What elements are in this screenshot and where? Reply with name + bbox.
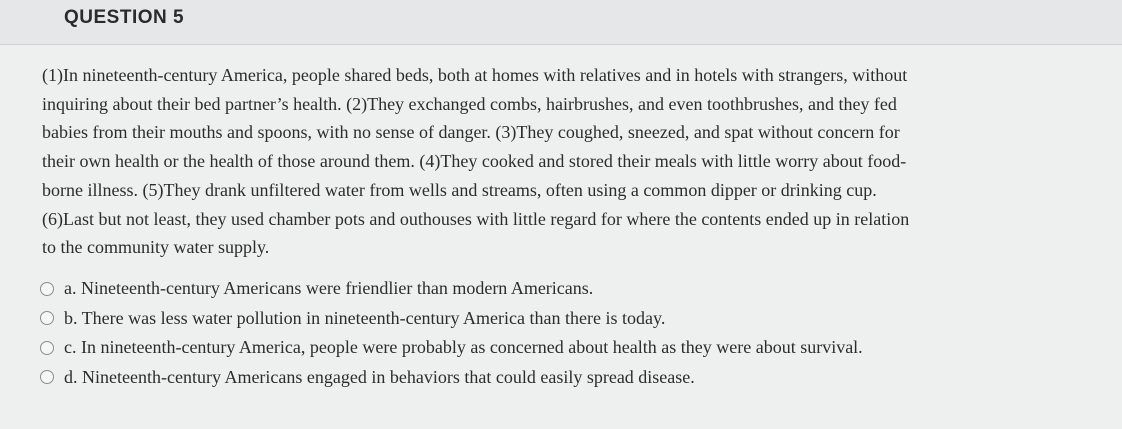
radio-button-d[interactable]	[40, 370, 54, 384]
passage-line: borne illness. (5)They drank unfiltered water from wells and streams, often using a common dipper or drinking cup.	[42, 179, 877, 200]
radio-button-b[interactable]	[40, 311, 54, 325]
passage-line: inquiring about their bed partner’s health. (2)They exchanged combs, hairbrushes, and even toothbrushes, and they fed	[42, 93, 897, 114]
header-divider	[0, 44, 1122, 45]
question-title: QUESTION 5	[64, 7, 185, 28]
answer-choice-d[interactable]	[40, 363, 863, 393]
answer-choice-label[interactable]: d. Nineteenth-century Americans engaged in behaviors that could easily spread disease.	[64, 366, 695, 387]
radio-button-c[interactable]	[40, 341, 54, 355]
passage-line: (6)Last but not least, they used chamber pots and outhouses with little regard for where the contents ended up in relation	[42, 208, 910, 229]
passage-line: babies from their mouths and spoons, with no sense of danger. (3)They coughed, sneezed, and spat without concern for	[42, 122, 900, 143]
answer-choices	[40, 274, 863, 392]
answer-choice-c[interactable]	[40, 333, 863, 363]
passage-line: (1)In nineteenth-century America, people shared beds, both at homes with relatives and in hotels with strangers, without	[42, 65, 908, 85]
answer-choice-label[interactable]: c. In nineteenth-century America, people were probably as concerned about health as they were about survival.	[64, 337, 863, 358]
passage-line: to the community water supply.	[42, 237, 270, 258]
answer-choice-label[interactable]: a. Nineteenth-century Americans were friendlier than modern Americans.	[64, 278, 594, 299]
passage-line: their own health or the health of those around them. (4)They cooked and stored their meals with little worry about food-	[42, 151, 907, 172]
answer-choice-b[interactable]	[40, 304, 863, 334]
question-passage	[42, 61, 1114, 262]
answer-choice-a[interactable]	[40, 274, 863, 304]
radio-button-a[interactable]	[40, 282, 54, 296]
answer-choice-label[interactable]: b. There was less water pollution in nineteenth-century America than there is today.	[64, 307, 666, 328]
